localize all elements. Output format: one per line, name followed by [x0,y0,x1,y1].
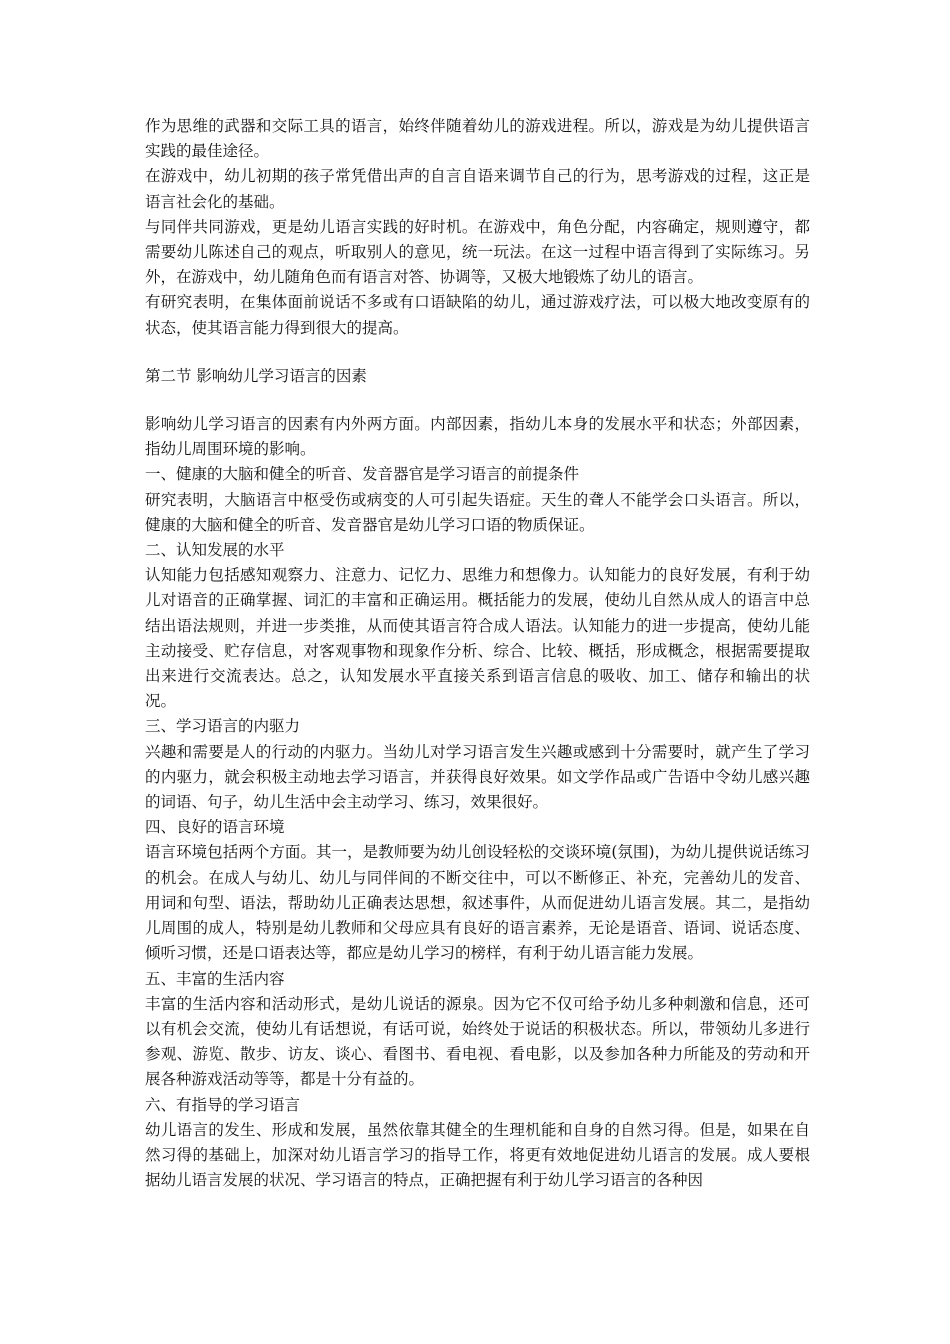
item-body-6: 幼儿语言的发生、形成和发展，虽然依靠其健全的生理机能和自身的自然习得。但是，如果在自然习得的基础上，加深对幼儿语言学习的指导工作，将更有效地促进幼儿语言的发展。成人要根据幼儿语言发展的状况、学习语言的特点，正确把握有利于幼儿学习语言的各种因 [145,1120,810,1190]
item-body-2: 认知能力包括感知观察力、注意力、记忆力、思维力和想像力。认知能力的良好发展，有利于幼儿对语音的正确掌握、词汇的丰富和正确运用。概括能力的发展，使幼儿自然从成人的语言中总结出语法规则，并进一步类推，从而使其语言符合成人语法。认知能力的进一步提高，使幼儿能主动接受、贮存信息，对客观事物和现象作分析、综合、比较、概括，形成概念，根据需要提取出来进行交流表达。总之，认知发展水平直接关系到语言信息的吸收、加工、储存和输出的状况。 [145,566,810,711]
item-heading-3: 三、学习语言的内驱力 [145,717,301,736]
document-body [145,114,810,1193]
item-heading-2: 二、认知发展的水平 [145,541,285,560]
item-body-4: 语言环境包括两个方面。其一，是教师要为幼儿创设轻松的交谈环境(氛围)，为幼儿提供说话练习的机会。在成人与幼儿、幼儿与同伴间的不断交往中，可以不断修正、补充，完善幼儿的发音、用词和句型、语法，帮助幼儿正确表达思想，叙述事件，从而促进幼儿语言发展。其二，是指幼儿周围的成人，特别是幼儿教师和父母应具有良好的语言素养，无论是语音、语词、说话态度、倾听习惯，还是口语表达等，都应是幼儿学习的榜样，有利于幼儿语言能力发展。 [145,843,810,963]
item-heading-6: 六、有指导的学习语言 [145,1095,301,1114]
paragraph: 与同伴共同游戏，更是幼儿语言实践的好时机。在游戏中，角色分配，内容确定，规则遵守，都需要幼儿陈述自己的观点，听取别人的意见，统一玩法。在这一过程中语言得到了实际练习。另外，在游戏中，幼儿随角色而有语言对答、协调等，又极大地锻炼了幼儿的语言。 [145,217,810,287]
item-body-3: 兴趣和需要是人的行动的内驱力。当幼儿对学习语言发生兴趣或感到十分需要时，就产生了学习的内驱力，就会积极主动地去学习语言，并获得良好效果。如文学作品或广告语中令幼儿感兴趣的词语、句子，幼儿生活中会主动学习、练习，效果很好。 [145,742,810,812]
item-body-5: 丰富的生活内容和活动形式，是幼儿说话的源泉。因为它不仅可给予幼儿多种刺激和信息，还可以有机会交流，使幼儿有话想说，有话可说，始终处于说话的积极状态。所以，带领幼儿多进行参观、游览、散步、访友、谈心、看图书、看电视、看电影，以及参加各种力所能及的劳动和开展各种游戏活动等等，都是十分有益的。 [145,994,810,1089]
paragraph: 在游戏中，幼儿初期的孩子常凭借出声的自言自语来调节自己的行为，思考游戏的过程，这正是语言社会化的基础。 [145,167,810,211]
section-title: 第二节 影响幼儿学习语言的因素 [145,366,367,385]
paragraph: 有研究表明，在集体面前说话不多或有口语缺陷的幼儿，通过游戏疗法，可以极大地改变原有的状态，使其语言能力得到很大的提高。 [145,293,810,337]
item-heading-5: 五、丰富的生活内容 [145,969,285,988]
item-heading-4: 四、良好的语言环境 [145,818,285,837]
item-body-1: 研究表明，大脑语言中枢受伤或病变的人可引起失语症。天生的聋人不能学会口头语言。所以，健康的大脑和健全的听音、发音器官是幼儿学习口语的物质保证。 [145,490,810,534]
paragraph: 作为思维的武器和交际工具的语言，始终伴随着幼儿的游戏进程。所以，游戏是为幼儿提供语言实践的最佳途径。 [145,117,810,161]
item-heading-1: 一、健康的大脑和健全的听音、发音器官是学习语言的前提条件 [145,465,580,484]
section-intro: 影响幼儿学习语言的因素有内外两方面。内部因素，指幼儿本身的发展水平和状态；外部因素，指幼儿周围环境的影响。 [145,415,810,459]
